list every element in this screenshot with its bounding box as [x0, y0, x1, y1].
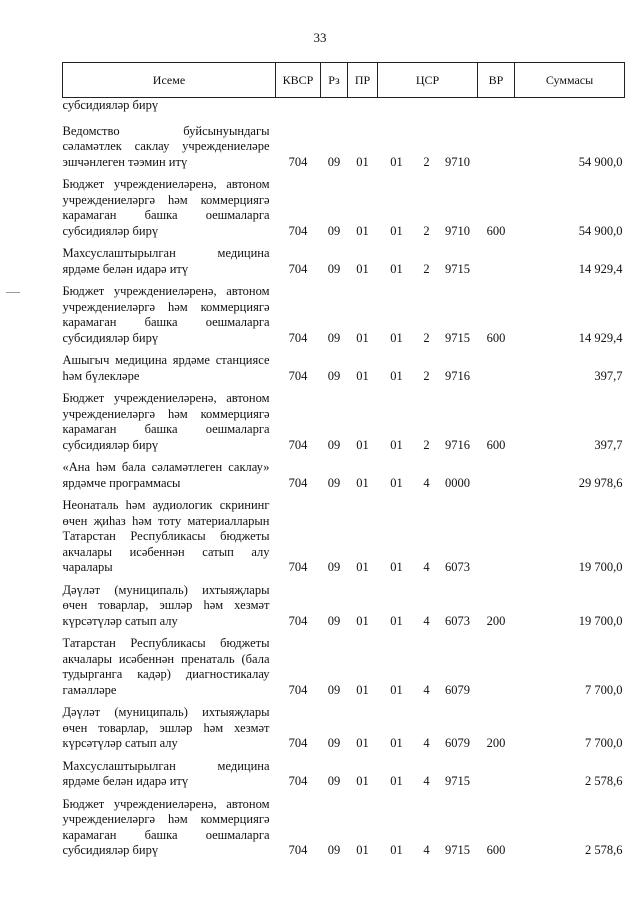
- row-csr-part3: 9715: [445, 843, 470, 857]
- row-csr-part3: 6073: [445, 560, 470, 574]
- row-csr-part2: 2: [423, 261, 430, 276]
- row-name: Дәүләт (муниципаль) ихтыяҗлары өчен товарлар, эшләр һәм хезмәт күрсәтүләр сатып алу: [62, 582, 270, 628]
- row-pr: 01: [356, 774, 369, 788]
- row-vr: 600: [486, 223, 506, 238]
- row-pr: 01: [356, 154, 369, 169]
- row-kvsr: 704: [288, 223, 308, 238]
- row-csr-part3: 0000: [445, 475, 470, 490]
- row-rz: 09: [327, 475, 341, 490]
- row-rz: 09: [327, 368, 341, 383]
- row-vr: [478, 242, 515, 280]
- row-kvsr: 704: [288, 843, 308, 857]
- row-pr: 01: [356, 613, 369, 628]
- row-csr-part2: 4: [423, 613, 430, 628]
- row-csr-part2: 2: [423, 330, 430, 345]
- row-csr-part2: 4: [423, 682, 430, 697]
- row-csr-part1: 01: [390, 843, 403, 857]
- row-kvsr: 704: [288, 154, 308, 169]
- continuation-text: субсидияләр бирү: [62, 98, 159, 112]
- row-rz: 09: [327, 437, 341, 452]
- row-sum: 19 700,0: [578, 613, 623, 628]
- row-vr: 600: [486, 330, 506, 345]
- row-csr-part3: 9716: [445, 437, 470, 452]
- row-sum: 54 900,0: [578, 223, 623, 238]
- row-name: Бюджет учреждениеләренә, автоном учреждениеләргә һәм коммерциягә карамаган башка оешмаларга субсидияләр бирү: [62, 796, 270, 857]
- row-csr-part3: 6073: [445, 613, 470, 628]
- row-rz: 09: [327, 223, 341, 238]
- row-csr-part1: 01: [390, 154, 403, 169]
- col-header-kvsr: КВСР: [276, 63, 321, 98]
- row-name: Махсуслаштырылган медицина ярдәме белән идарә итү: [62, 758, 270, 788]
- row-csr-part2: 4: [423, 475, 430, 490]
- table-row: [63, 701, 625, 755]
- table-row: [63, 120, 625, 174]
- row-rz: 09: [327, 613, 341, 628]
- row-csr-part1: 01: [390, 613, 403, 628]
- row-name: Татарстан Республикасы бюджеты акчалары исәбеннән пренаталь (бала тудырганга кадәр) диагностикалау гамәлләре: [62, 636, 270, 697]
- table-row: [63, 242, 625, 280]
- row-pr: 01: [356, 843, 369, 857]
- row-csr-part3: 9710: [445, 223, 470, 238]
- row-pr: 01: [356, 368, 369, 383]
- row-rz: 09: [327, 330, 341, 345]
- row-kvsr: 704: [288, 475, 308, 490]
- row-kvsr: 704: [288, 368, 308, 383]
- row-kvsr: 704: [288, 330, 308, 345]
- row-name: Бюджет учреждениеләренә, автоном учреждениеләргә һәм коммерциягә карамаган башка оешмаларга субсидияләр бирү: [62, 284, 270, 345]
- row-vr: 200: [486, 736, 506, 750]
- row-csr-part1: 01: [390, 682, 403, 697]
- table-row: [63, 755, 625, 793]
- row-csr-part2: 4: [423, 560, 430, 574]
- row-kvsr: 704: [288, 261, 308, 276]
- row-csr-part2: 2: [423, 368, 430, 383]
- row-csr-part1: 01: [390, 223, 403, 238]
- row-vr: 600: [486, 843, 506, 857]
- row-vr: [478, 456, 515, 494]
- row-vr: [478, 349, 515, 387]
- page-number: 33: [313, 30, 327, 45]
- row-csr-part1: 01: [390, 475, 403, 490]
- row-pr: 01: [356, 736, 369, 750]
- row-csr-part3: 6079: [445, 682, 470, 697]
- row-csr-part1: 01: [390, 736, 403, 750]
- row-pr: 01: [356, 475, 369, 490]
- continuation-row: [63, 98, 625, 120]
- row-rz: 09: [327, 736, 341, 750]
- row-sum: 7 700,0: [585, 736, 623, 750]
- row-pr: 01: [356, 437, 369, 452]
- row-csr-part1: 01: [390, 437, 403, 452]
- row-vr: [478, 632, 515, 701]
- table-row: [63, 632, 625, 701]
- table-row: [63, 280, 625, 349]
- row-csr-part2: 2: [423, 154, 430, 169]
- row-sum: 7 700,0: [585, 682, 623, 697]
- row-csr-part3: 9715: [445, 330, 470, 345]
- row-sum: 397,7: [594, 368, 623, 383]
- row-rz: 09: [327, 682, 341, 697]
- table-header-row: [63, 63, 625, 98]
- col-header-pr: ПР: [348, 63, 378, 98]
- row-name: «Ана һәм бала сәламәтлеген саклау» ярдәмче программасы: [62, 460, 270, 490]
- row-csr-part2: 4: [423, 843, 430, 857]
- row-kvsr: 704: [288, 560, 308, 574]
- row-name: Дәүләт (муниципаль) ихтыяҗлары өчен товарлар, эшләр һәм хезмәт күрсәтүләр сатып алу: [62, 705, 270, 750]
- row-pr: 01: [356, 560, 369, 574]
- row-csr-part3: 9715: [445, 261, 470, 276]
- row-rz: 09: [327, 154, 341, 169]
- margin-mark: [6, 292, 20, 293]
- col-header-csr: ЦСР: [378, 63, 478, 98]
- row-csr-part3: 9716: [445, 368, 470, 383]
- row-csr-part1: 01: [390, 368, 403, 383]
- row-csr-part2: 4: [423, 736, 430, 750]
- row-vr: [478, 755, 515, 793]
- budget-table: [62, 62, 625, 862]
- row-kvsr: 704: [288, 437, 308, 452]
- col-header-rz: Рз: [321, 63, 348, 98]
- col-header-vr: ВР: [478, 63, 515, 98]
- row-vr: [478, 120, 515, 174]
- table-row: [63, 793, 625, 862]
- row-kvsr: 704: [288, 682, 308, 697]
- row-vr: 200: [486, 613, 506, 628]
- row-name: Ашыгыч медицина ярдәме станциясе һәм бүлекләре: [62, 353, 270, 383]
- row-pr: 01: [356, 261, 369, 276]
- row-sum: 2 578,6: [585, 774, 623, 788]
- row-rz: 09: [327, 560, 341, 574]
- col-header-sum: Суммасы: [515, 63, 625, 98]
- row-csr-part3: 9710: [445, 154, 470, 169]
- row-rz: 09: [327, 774, 341, 788]
- row-csr-part1: 01: [390, 261, 403, 276]
- row-sum: 2 578,6: [585, 843, 623, 857]
- row-kvsr: 704: [288, 774, 308, 788]
- row-name: Бюджет учреждениеләренә, автоном учреждениеләргә һәм коммерциягә карамаган башка оешмаларга субсидияләр бирү: [62, 177, 270, 238]
- row-csr-part3: 9715: [445, 774, 470, 788]
- row-name: Бюджет учреждениеләренә, автоном учреждениеләргә һәм коммерциягә карамаган башка оешмаларга субсидияләр бирү: [62, 391, 270, 452]
- row-csr-part1: 01: [390, 774, 403, 788]
- row-pr: 01: [356, 682, 369, 697]
- table-row: [63, 349, 625, 387]
- col-header-name: Исеме: [63, 63, 276, 98]
- row-csr-part2: 2: [423, 223, 430, 238]
- row-kvsr: 704: [288, 613, 308, 628]
- row-name: Махсуслаштырылган медицина ярдәме белән идарә итү: [62, 246, 270, 276]
- row-rz: 09: [327, 261, 341, 276]
- row-sum: 397,7: [594, 437, 623, 452]
- row-sum: 19 700,0: [578, 560, 623, 574]
- row-pr: 01: [356, 223, 369, 238]
- row-sum: 54 900,0: [578, 154, 623, 169]
- table-row: [63, 387, 625, 456]
- table-row: [63, 173, 625, 242]
- row-csr-part1: 01: [390, 560, 403, 574]
- row-kvsr: 704: [288, 736, 308, 750]
- row-vr: 600: [486, 437, 506, 452]
- row-sum: 14 929,4: [578, 330, 623, 345]
- row-vr: [478, 494, 515, 579]
- row-csr-part2: 4: [423, 774, 430, 788]
- row-csr-part1: 01: [390, 330, 403, 345]
- row-sum: 14 929,4: [578, 261, 623, 276]
- row-sum: 29 978,6: [578, 475, 623, 490]
- table-row: [63, 579, 625, 633]
- row-name: Неонаталь һәм аудиологик скрининг өчен җиһаз һәм тоту материалларын Татарстан Республикасы бюджеты акчалары исәбеннән сатып алу чаралары: [62, 498, 270, 574]
- row-csr-part2: 2: [423, 437, 430, 452]
- table-row: [63, 494, 625, 579]
- table-row: [63, 456, 625, 494]
- row-rz: 09: [327, 843, 341, 857]
- row-pr: 01: [356, 330, 369, 345]
- row-csr-part3: 6079: [445, 736, 470, 750]
- row-name: Ведомство буйсынуындагы сәламәтлек саклау учреждениеләре эшчәнлеген тәэмин итү: [62, 123, 270, 169]
